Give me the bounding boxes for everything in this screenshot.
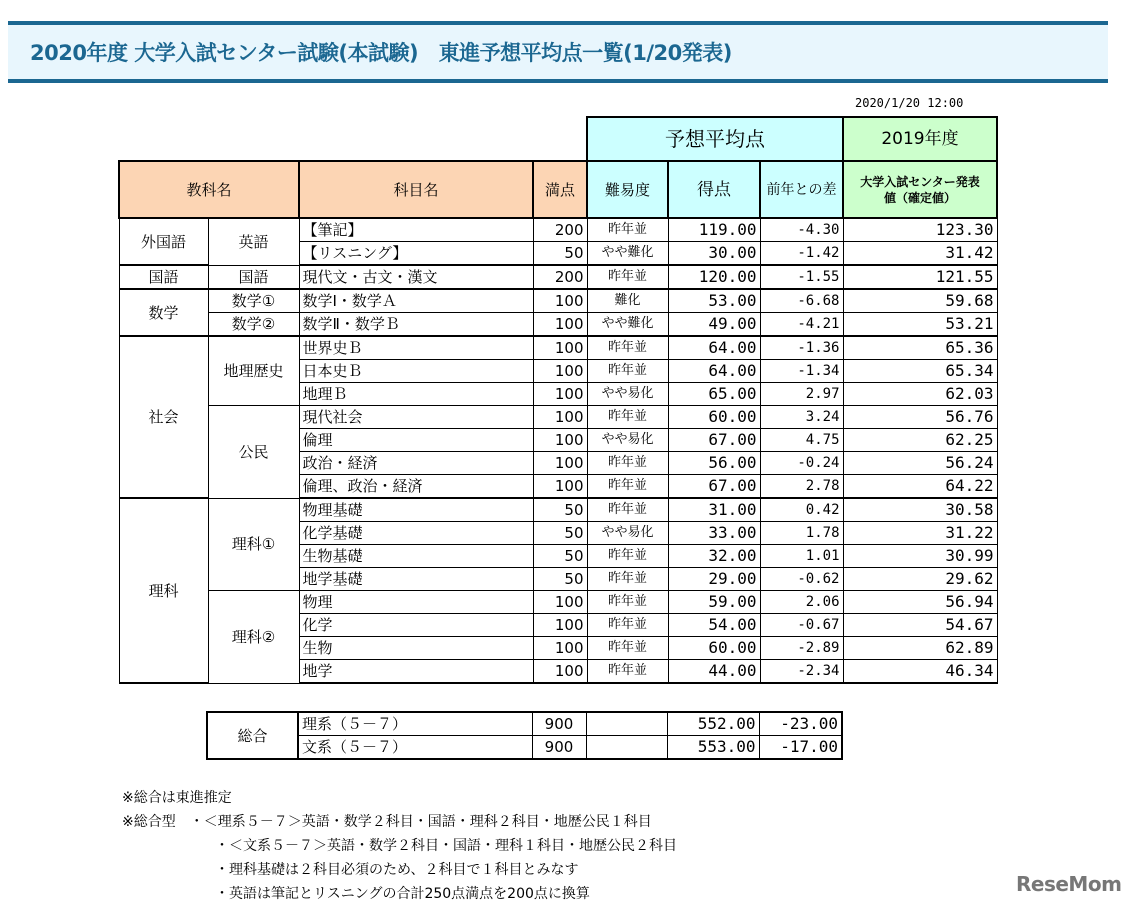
official-cell: 30.58 bbox=[843, 498, 997, 522]
subject-group-cell: 理科 bbox=[119, 498, 208, 683]
score-cell: 30.00 bbox=[668, 242, 760, 266]
diff-cell: -1.34 bbox=[760, 360, 843, 383]
full-score-cell: 100 bbox=[533, 313, 587, 337]
diff-cell: -1.36 bbox=[760, 336, 843, 360]
difficulty-cell: 昨年並 bbox=[587, 498, 668, 522]
full-score-cell: 200 bbox=[533, 218, 587, 242]
official-cell: 56.94 bbox=[843, 591, 997, 614]
subgroup-cell: 数学② bbox=[208, 313, 299, 337]
score-cell: 56.00 bbox=[668, 452, 760, 475]
full-score-header: 満点 bbox=[533, 161, 587, 218]
diff-cell: -1.42 bbox=[760, 242, 843, 266]
score-cell: 33.00 bbox=[668, 522, 760, 545]
subject-cell: 日本史Ｂ bbox=[299, 360, 533, 383]
difficulty-header: 難易度 bbox=[587, 161, 668, 218]
subject-cell: 倫理 bbox=[299, 429, 533, 452]
subject-cell: 政治・経済 bbox=[299, 452, 533, 475]
diff-cell: -2.34 bbox=[760, 660, 843, 684]
difficulty-cell: 昨年並 bbox=[587, 614, 668, 637]
diff-cell: 2.97 bbox=[760, 383, 843, 406]
difficulty-cell: やや易化 bbox=[587, 522, 668, 545]
note-line: ・理科基礎は２科目必須のため、２科目で１科目とみなす bbox=[215, 862, 579, 878]
official-cell: 31.42 bbox=[843, 242, 997, 266]
official-cell: 56.76 bbox=[843, 406, 997, 429]
diff-header: 前年との差 bbox=[760, 161, 843, 218]
score-cell: 60.00 bbox=[668, 637, 760, 660]
full-score-cell: 50 bbox=[533, 498, 587, 522]
full-score-cell: 100 bbox=[533, 614, 587, 637]
official-cell: 53.21 bbox=[843, 313, 997, 337]
score-cell: 32.00 bbox=[668, 545, 760, 568]
score-cell: 60.00 bbox=[668, 406, 760, 429]
total-difficulty-cell bbox=[586, 712, 667, 736]
difficulty-cell: 昨年並 bbox=[587, 265, 668, 289]
difficulty-cell: 昨年並 bbox=[587, 545, 668, 568]
subgroup-cell: 地理歴史 bbox=[208, 336, 299, 406]
difficulty-cell: 昨年並 bbox=[587, 637, 668, 660]
subject-cell: 地理Ｂ bbox=[299, 383, 533, 406]
full-score-cell: 100 bbox=[533, 289, 587, 313]
total-difficulty-cell bbox=[586, 736, 667, 760]
subject-cell: 【筆記】 bbox=[299, 218, 533, 242]
blank-header bbox=[119, 117, 587, 161]
difficulty-cell: やや難化 bbox=[587, 313, 668, 337]
subgroup-cell: 理科② bbox=[208, 591, 299, 684]
difficulty-cell: 昨年並 bbox=[587, 360, 668, 383]
full-score-cell: 50 bbox=[533, 522, 587, 545]
diff-cell: -0.62 bbox=[760, 568, 843, 591]
diff-cell: 2.06 bbox=[760, 591, 843, 614]
total-full-score-cell: 900 bbox=[532, 712, 586, 736]
difficulty-cell: 昨年並 bbox=[587, 568, 668, 591]
full-score-cell: 100 bbox=[533, 336, 587, 360]
total-diff-cell: -23.00 bbox=[759, 712, 842, 736]
difficulty-cell: 昨年並 bbox=[587, 660, 668, 684]
difficulty-cell: 昨年並 bbox=[587, 218, 668, 242]
full-score-cell: 100 bbox=[533, 475, 587, 499]
official-cell: 31.22 bbox=[843, 522, 997, 545]
score-cell: 54.00 bbox=[668, 614, 760, 637]
difficulty-cell: やや易化 bbox=[587, 429, 668, 452]
score-cell: 119.00 bbox=[668, 218, 760, 242]
full-score-cell: 100 bbox=[533, 429, 587, 452]
subject-cell: 生物 bbox=[299, 637, 533, 660]
average-score-table bbox=[118, 116, 998, 684]
subject-cell: 物理基礎 bbox=[299, 498, 533, 522]
score-cell: 120.00 bbox=[668, 265, 760, 289]
full-score-cell: 100 bbox=[533, 406, 587, 429]
table-row bbox=[119, 406, 997, 429]
note-line: ・＜文系５－７＞英語・数学２科目・国語・理科１科目・地歴公民２科目 bbox=[215, 838, 677, 854]
resemom-logo: ReseMom bbox=[1016, 872, 1122, 896]
full-score-cell: 200 bbox=[533, 265, 587, 289]
score-header: 得点 bbox=[668, 161, 760, 218]
difficulty-cell: 昨年並 bbox=[587, 452, 668, 475]
subgroup-cell: 理科① bbox=[208, 498, 299, 591]
official-cell: 64.22 bbox=[843, 475, 997, 499]
total-subject-cell: 文系（５－７） bbox=[298, 736, 532, 760]
score-cell: 64.00 bbox=[668, 360, 760, 383]
diff-cell: -2.89 bbox=[760, 637, 843, 660]
diff-cell: 1.01 bbox=[760, 545, 843, 568]
subject-cell: 倫理、政治・経済 bbox=[299, 475, 533, 499]
forecast-header: 予想平均点 bbox=[587, 117, 843, 161]
subject-group-header: 教科名 bbox=[119, 161, 299, 218]
difficulty-cell: 昨年並 bbox=[587, 475, 668, 499]
difficulty-cell: 昨年並 bbox=[587, 336, 668, 360]
table-row bbox=[119, 218, 997, 242]
totals-row bbox=[207, 736, 842, 760]
subgroup-cell: 数学① bbox=[208, 289, 299, 313]
total-score-cell: 553.00 bbox=[667, 736, 759, 760]
full-score-cell: 100 bbox=[533, 383, 587, 406]
diff-cell: 1.78 bbox=[760, 522, 843, 545]
subject-cell: 生物基礎 bbox=[299, 545, 533, 568]
official-cell: 30.99 bbox=[843, 545, 997, 568]
difficulty-cell: やや難化 bbox=[587, 242, 668, 266]
diff-cell: -0.67 bbox=[760, 614, 843, 637]
official-cell: 123.30 bbox=[843, 218, 997, 242]
official-cell: 62.03 bbox=[843, 383, 997, 406]
full-score-cell: 50 bbox=[533, 568, 587, 591]
subject-group-cell: 外国語 bbox=[119, 218, 208, 265]
full-score-cell: 100 bbox=[533, 591, 587, 614]
score-cell: 67.00 bbox=[668, 475, 760, 499]
score-cell: 59.00 bbox=[668, 591, 760, 614]
official-cell: 29.62 bbox=[843, 568, 997, 591]
official-cell: 62.89 bbox=[843, 637, 997, 660]
total-subject-cell: 理系（５－７） bbox=[298, 712, 532, 736]
subject-header: 科目名 bbox=[299, 161, 533, 218]
table-row bbox=[119, 498, 997, 522]
table-row bbox=[119, 313, 997, 337]
diff-cell: -4.21 bbox=[760, 313, 843, 337]
score-cell: 64.00 bbox=[668, 336, 760, 360]
subject-cell: 現代社会 bbox=[299, 406, 533, 429]
note-line: ※総合型 ・＜理系５－７＞英語・数学２科目・国語・理科２科目・地歴公民１科目 bbox=[122, 814, 652, 830]
diff-cell: 2.78 bbox=[760, 475, 843, 499]
difficulty-cell: やや易化 bbox=[587, 383, 668, 406]
totals-row bbox=[207, 712, 842, 736]
note-line: ・英語は筆記とリスニングの合計250点満点を200点に換算 bbox=[215, 886, 590, 902]
official-cell: 62.25 bbox=[843, 429, 997, 452]
score-cell: 49.00 bbox=[668, 313, 760, 337]
official-header: 大学入試センター発表値（確定値） bbox=[843, 161, 997, 218]
score-cell: 44.00 bbox=[668, 660, 760, 684]
total-score-cell: 552.00 bbox=[667, 712, 759, 736]
full-score-cell: 100 bbox=[533, 637, 587, 660]
full-score-cell: 50 bbox=[533, 545, 587, 568]
score-cell: 67.00 bbox=[668, 429, 760, 452]
table-row bbox=[119, 336, 997, 360]
note-line: ※総合は東進推定 bbox=[122, 790, 232, 806]
subject-cell: 地学基礎 bbox=[299, 568, 533, 591]
totals-label: 総合 bbox=[207, 712, 298, 759]
score-cell: 29.00 bbox=[668, 568, 760, 591]
subject-cell: 数学Ⅱ・数学Ｂ bbox=[299, 313, 533, 337]
full-score-cell: 100 bbox=[533, 452, 587, 475]
score-cell: 31.00 bbox=[668, 498, 760, 522]
subject-cell: 化学基礎 bbox=[299, 522, 533, 545]
subject-group-cell: 社会 bbox=[119, 336, 208, 498]
subgroup-cell: 公民 bbox=[208, 406, 299, 499]
subject-cell: 化学 bbox=[299, 614, 533, 637]
diff-cell: 3.24 bbox=[760, 406, 843, 429]
total-diff-cell: -17.00 bbox=[759, 736, 842, 760]
official-cell: 54.67 bbox=[843, 614, 997, 637]
score-cell: 53.00 bbox=[668, 289, 760, 313]
diff-cell: -1.55 bbox=[760, 265, 843, 289]
diff-cell: 4.75 bbox=[760, 429, 843, 452]
title-bar bbox=[8, 21, 1108, 83]
subject-cell: 物理 bbox=[299, 591, 533, 614]
official-cell: 121.55 bbox=[843, 265, 997, 289]
subject-cell: 地学 bbox=[299, 660, 533, 684]
full-score-cell: 50 bbox=[533, 242, 587, 266]
subject-cell: 現代文・古文・漢文 bbox=[299, 265, 533, 289]
subgroup-cell: 国語 bbox=[208, 265, 299, 289]
subject-cell: 数学Ⅰ・数学Ａ bbox=[299, 289, 533, 313]
diff-cell: -6.68 bbox=[760, 289, 843, 313]
subject-group-cell: 国語 bbox=[119, 265, 208, 289]
official-cell: 59.68 bbox=[843, 289, 997, 313]
difficulty-cell: 難化 bbox=[587, 289, 668, 313]
page-title: 2020年度 大学入試センター試験(本試験) 東進予想平均点一覧(1/20発表) bbox=[30, 41, 732, 65]
official-cell: 46.34 bbox=[843, 660, 997, 684]
diff-cell: -4.30 bbox=[760, 218, 843, 242]
table-row bbox=[119, 265, 997, 289]
table-row bbox=[119, 289, 997, 313]
official-cell: 65.36 bbox=[843, 336, 997, 360]
subject-cell: 【リスニング】 bbox=[299, 242, 533, 266]
score-cell: 65.00 bbox=[668, 383, 760, 406]
totals-table bbox=[206, 711, 843, 760]
subject-cell: 世界史Ｂ bbox=[299, 336, 533, 360]
timestamp: 2020/1/20 12:00 bbox=[855, 96, 964, 110]
diff-cell: 0.42 bbox=[760, 498, 843, 522]
subject-group-cell: 数学 bbox=[119, 289, 208, 336]
official-cell: 56.24 bbox=[843, 452, 997, 475]
full-score-cell: 100 bbox=[533, 660, 587, 684]
difficulty-cell: 昨年並 bbox=[587, 591, 668, 614]
prev-year-header: 2019年度 bbox=[843, 117, 997, 161]
diff-cell: -0.24 bbox=[760, 452, 843, 475]
full-score-cell: 100 bbox=[533, 360, 587, 383]
total-full-score-cell: 900 bbox=[532, 736, 586, 760]
subgroup-cell: 英語 bbox=[208, 218, 299, 265]
table-row bbox=[119, 591, 997, 614]
official-cell: 65.34 bbox=[843, 360, 997, 383]
difficulty-cell: 昨年並 bbox=[587, 406, 668, 429]
notes bbox=[122, 786, 677, 906]
